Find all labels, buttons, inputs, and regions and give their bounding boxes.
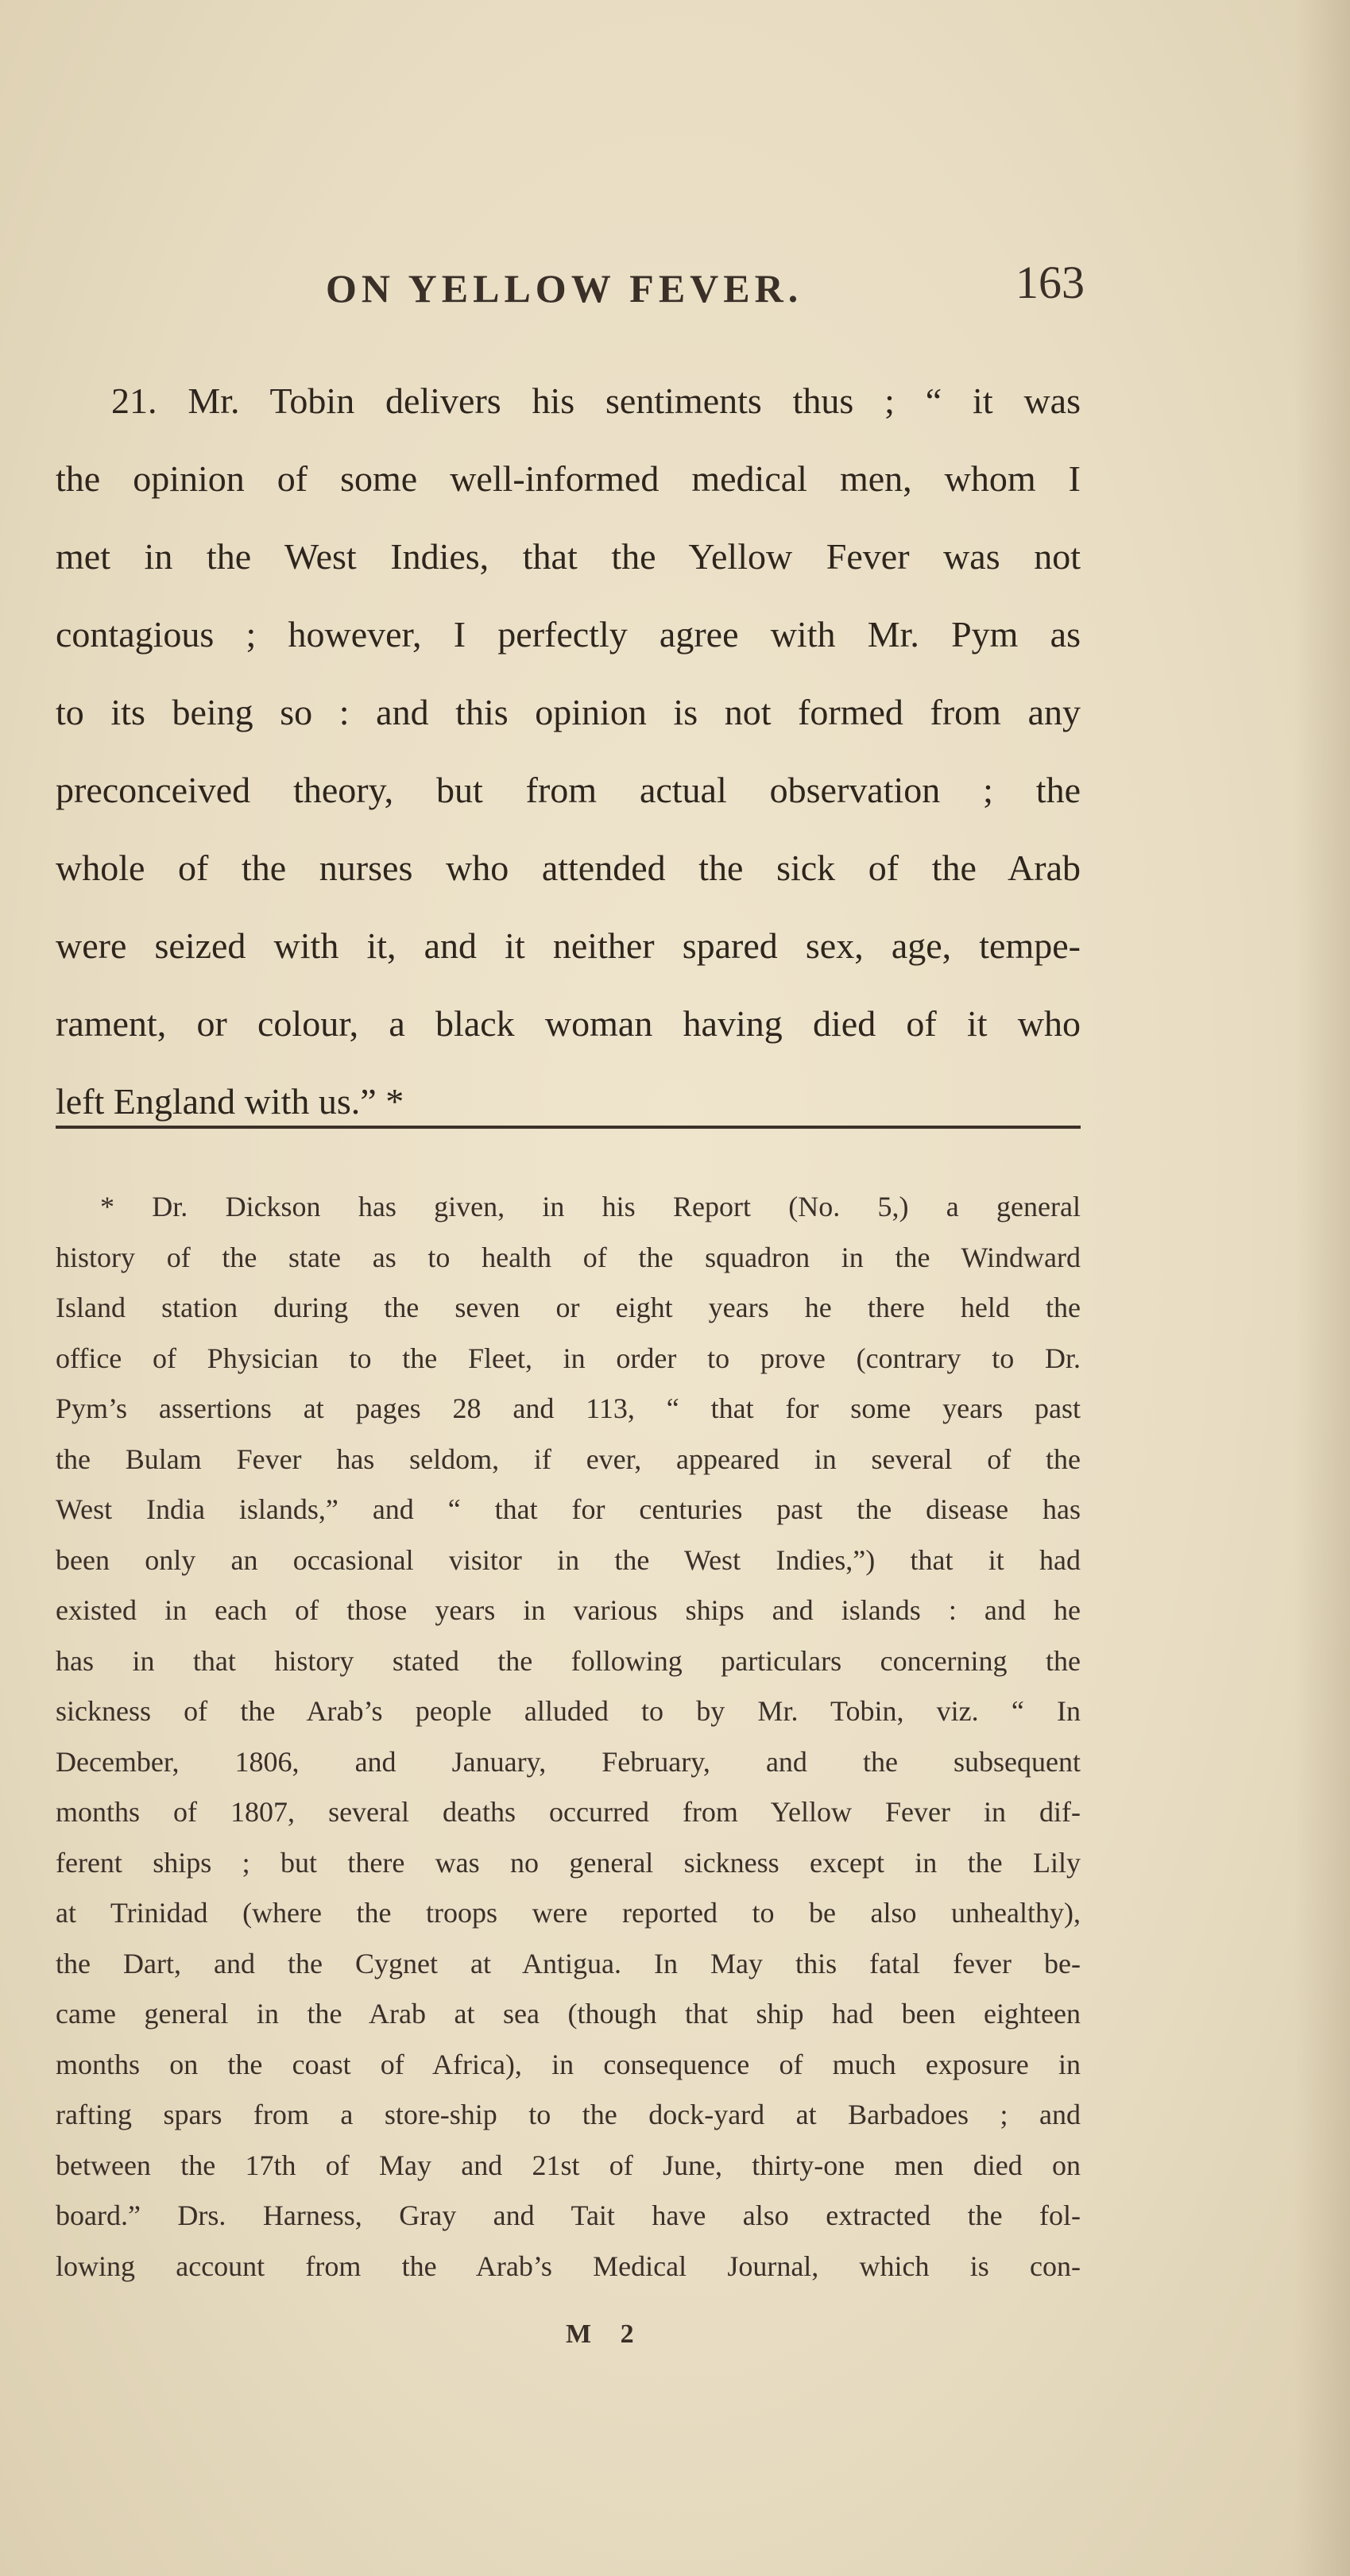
footnote-line: rafting spars from a store-ship to the dock-yard at Barbadoes ; and <box>56 2099 1081 2130</box>
footnote-line: Island station during the seven or eight years he there held the <box>56 1292 1081 1323</box>
footnote-line: existed in each of those years in various ships and islands : and he <box>56 1594 1081 1626</box>
body-line: rament, or colour, a black woman having died of it who <box>56 1003 1081 1044</box>
main-paragraph <box>56 362 1081 1141</box>
body-line: the opinion of some well-informed medical men, whom I <box>56 458 1081 499</box>
footnote-line: office of Physician to the Fleet, in order to prove (contrary to Dr. <box>56 1342 1081 1374</box>
footnote-line: has in that history stated the following particulars concerning the <box>56 1644 1081 1677</box>
footnote-rule <box>56 1126 1081 1129</box>
signature-mark: M 2 <box>566 2319 645 2349</box>
body-line: were seized with it, and it neither spared sex, age, tempe- <box>56 925 1081 966</box>
footnote-line: * Dr. Dickson has given, in his Report (No. 5,) a general <box>100 1191 1081 1222</box>
page-edge-shadow <box>1294 0 1350 2576</box>
body-line: preconceived theory, but from actual observation ; the <box>56 770 1081 810</box>
footnote-line: months of 1807, several deaths occurred from Yellow Fever in dif- <box>56 1796 1081 1828</box>
footnote-line: West India islands,” and “ that for centuries past the disease has <box>56 1493 1081 1525</box>
footnote-line: sickness of the Arab’s people alluded to by Mr. Tobin, viz. “ In <box>56 1695 1081 1727</box>
footnote-line: December, 1806, and January, February, and the subsequent <box>56 1745 1081 1778</box>
footnote-line: the Dart, and the Cygnet at Antigua. In May this fatal fever be- <box>56 1947 1081 1979</box>
body-line: 21. Mr. Tobin delivers his sentiments thus ; “ it was <box>111 380 1081 421</box>
footnote-line: been only an occasional visitor in the West Indies,”) that it had <box>56 1543 1081 1576</box>
body-line: whole of the nurses who attended the sick of the Arab <box>56 848 1081 888</box>
footnote-line: history of the state as to health of the squadron in the Windward <box>56 1241 1081 1273</box>
body-line: to its being so : and this opinion is not formed from any <box>56 692 1081 732</box>
footnote-line: board.” Drs. Harness, Gray and Tait have also extracted the fol- <box>56 2199 1081 2231</box>
footnote-line: Pym’s assertions at pages 28 and 113, “ that for some years past <box>56 1392 1081 1424</box>
page-number: 163 <box>1015 257 1085 308</box>
footnote-line: months on the coast of Africa), in consequence of much exposure in <box>56 2048 1081 2080</box>
footnote-line: came general in the Arab at sea (though that ship had been eighteen <box>56 1998 1081 2030</box>
body-line: contagious ; however, I perfectly agree with Mr. Pym as <box>56 614 1081 655</box>
footnote-line: at Trinidad (where the troops were reported to be also unhealthy), <box>56 1897 1081 1929</box>
footnote-line: between the 17th of May and 21st of June, thirty-one men died on <box>56 2149 1081 2181</box>
body-line: met in the West Indies, that the Yellow Fever was not <box>56 536 1081 577</box>
footnote-line: lowing account from the Arab’s Medical Journal, which is con- <box>56 2250 1081 2282</box>
footnote-line: the Bulam Fever has seldom, if ever, appeared in several of the <box>56 1442 1081 1475</box>
body-line: left England with us.” * <box>56 1081 404 1122</box>
footnote-line: ferent ships ; but there was no general sickness except in the Lily <box>56 1846 1081 1879</box>
footnote <box>56 1182 1081 2292</box>
running-head: ON YELLOW FEVER. <box>326 266 803 311</box>
